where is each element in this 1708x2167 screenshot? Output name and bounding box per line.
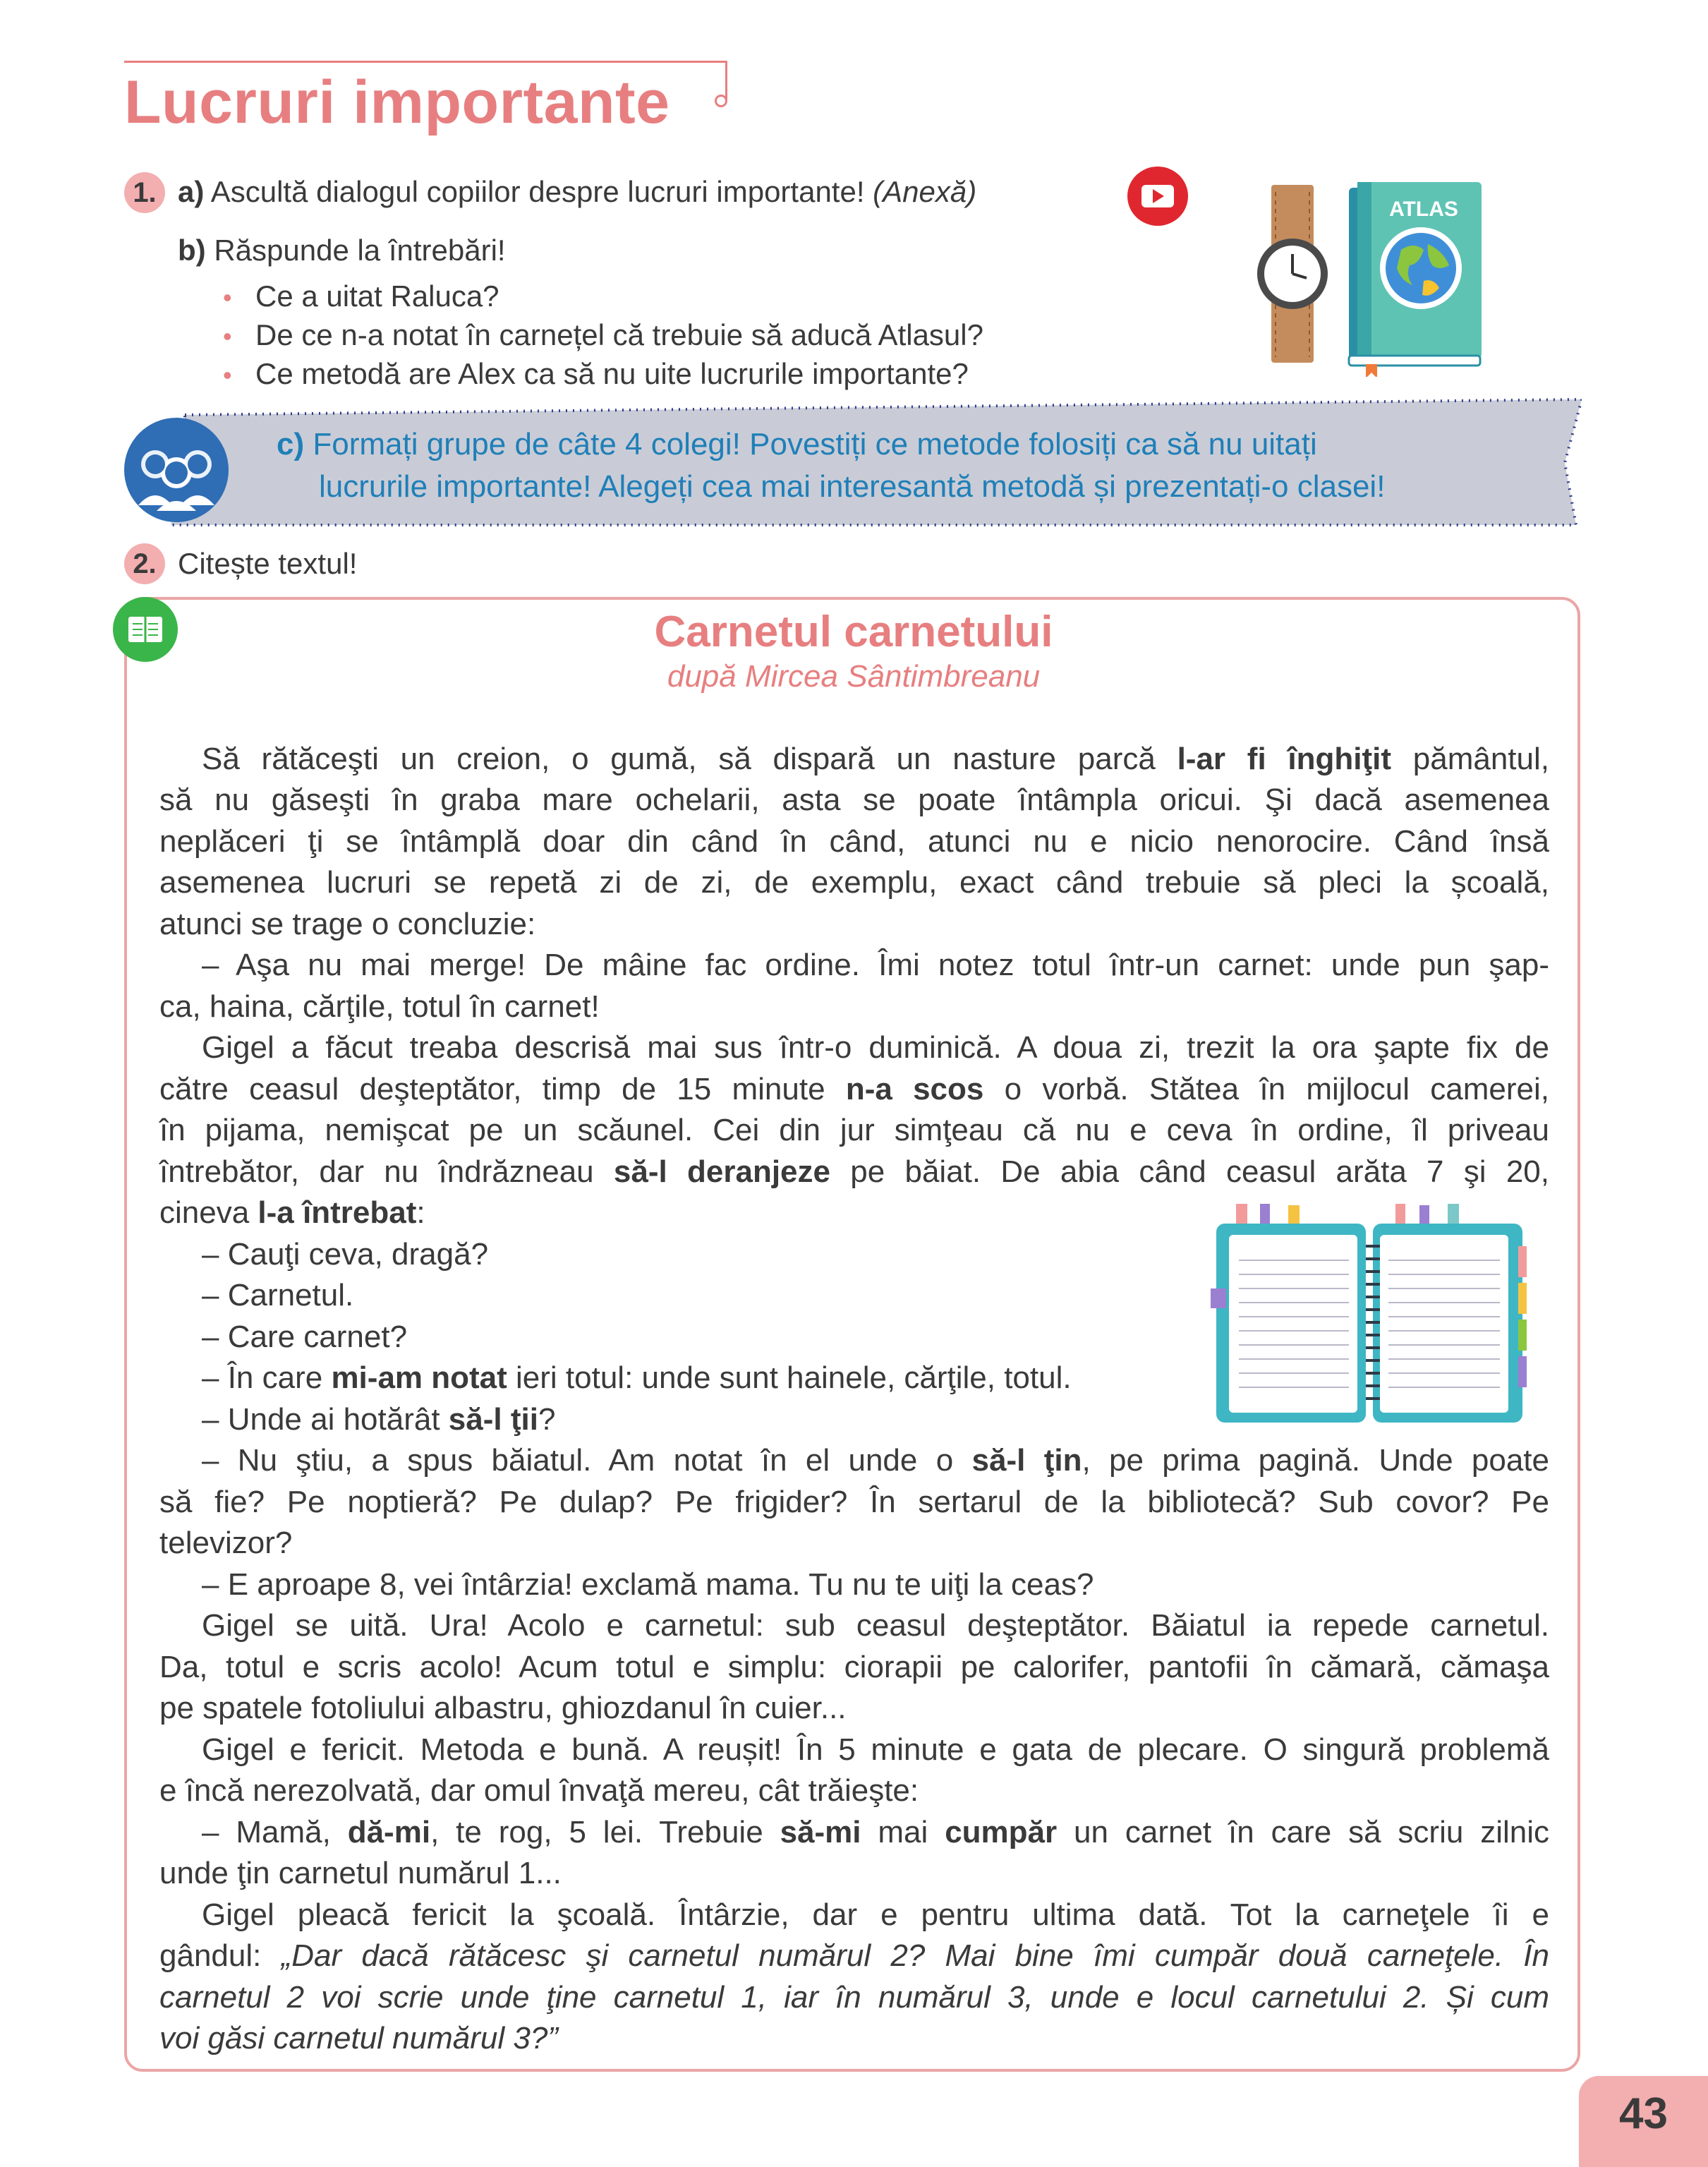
story-line: ca, haina, cărţile, totul în carnet! (159, 989, 600, 1024)
story-line: unde ţin carnetul numărul 1... (159, 1856, 562, 1890)
exercise-1a-label: a) (178, 175, 205, 208)
story-line: pe spatele fotoliului albastru, ghiozdanul în cuier... (159, 1691, 847, 1725)
story-line: – Cauţi ceva, dragă? (202, 1237, 489, 1272)
atlas-label: ATLAS (1389, 198, 1458, 221)
story-line: să nu găseşti în graba mare ochelarii, asta se poate întâmpla oricui. Şi dacă asemenea (159, 783, 1549, 817)
story-line: – Unde ai hotărât să-l ţii? (202, 1402, 556, 1437)
exercise-1c-label: c) (277, 427, 305, 461)
story-line: întrebător, dar nu îndrăzneau să-l deranjeze pe băiat. De abia când ceasul arăta 7 şi 20, (159, 1154, 1550, 1189)
story-author: după Mircea Sântimbreanu (667, 659, 1041, 694)
question-item: • Ce metodă are Alex ca să nu uite lucrurile importante? (223, 357, 969, 390)
page-number: 43 (1619, 2089, 1668, 2138)
story-line: atunci se trage o concluzie: (159, 907, 536, 941)
story-line: către ceasul deşteptător, timp de 15 minute n-a scos o vorbă. Stătea în mijlocul camerei, (159, 1072, 1549, 1106)
story-line: să fie? Pe noptieră? Pe dulap? Pe frigider? În sertarul de la bibliotecă? Sub covor? Pe (159, 1485, 1549, 1519)
story-line: Gigel e fericit. Metoda e bună. A reușit! În 5 minute e gata de plecare. O singură problemă (202, 1732, 1549, 1767)
story-line: – În care mi-am notat ieri totul: unde sunt hainele, cărţile, totul. (202, 1360, 1072, 1395)
story-line: – Nu ştiu, a spus băiatul. Am notat în el unde o să-l ţin, pe prima pagină. Unde poate (202, 1443, 1549, 1478)
story-line: e încă nerezolvată, dar omul învaţă mereu, cât trăieşte: (159, 1773, 919, 1808)
children-group-icon (124, 418, 229, 522)
story-title: Carnetul carnetului (654, 608, 1053, 656)
title-decoration-dot (715, 95, 727, 107)
story-line: – Care carnet? (202, 1320, 408, 1354)
story-line: Să rătăceşti un creion, o gumă, să dispară un nasture parcă l-ar fi înghiţit pământul, (202, 742, 1550, 776)
page-title: Lucruri importante (124, 68, 670, 136)
story-line: neplăceri ţi se întâmplă doar din când în când, atunci nu e nicio nenorocire. Când însă (159, 824, 1549, 859)
atlas-book-icon (1345, 182, 1482, 377)
question-item: • Ce a uitat Raluca? (223, 279, 499, 313)
story-line: asemenea lucruri se repetă zi de zi, de exemplu, exact când trebuie să pleci la școală, (159, 865, 1549, 900)
story-line: în pijama, nemişcat pe un scăunel. Cei din jur simţeau că nu e ceva în ordine, îl priveau (159, 1113, 1549, 1147)
wristwatch-icon (1253, 185, 1332, 363)
exercise-2-number: 2. (124, 543, 165, 584)
story-line: – Aşa nu mai merge! De mâine fac ordine. Îmi notez totul într-un carnet: unde pun şap- (202, 948, 1549, 982)
exercise-1-number: 1. (124, 172, 165, 213)
story-line: Gigel a făcut treaba descrisă mai sus într-o duminică. A doua zi, trezit la ora şapte fix de (202, 1030, 1549, 1065)
play-audio-button[interactable] (1127, 167, 1188, 226)
story-line: carnetul 2 voi scrie unde ţine carnetul 1, iar în numărul 3, unde e locul carnetului 2. Și cum (159, 1980, 1549, 2015)
story-line: Gigel se uită. Ura! Acolo e carnetul: sub ceasul deşteptător. Băiatul ia repede carnetul. (202, 1608, 1549, 1643)
exercise-1b-text: Răspunde la întrebări! (205, 234, 506, 267)
exercise-1a-annex: (Anexă) (873, 175, 977, 208)
story-line: – Carnetul. (202, 1278, 354, 1312)
exercise-2-text: Citește textul! (178, 547, 358, 580)
open-book-icon (113, 597, 178, 662)
exercise-1c-text: c) Formați grupe de câte 4 colegi! Povestiți ce metode folosiți ca să nu uitați lucrurile importante! Alegeți cea mai interesantă metodă și prezentați-o clasei! (277, 427, 1386, 504)
story-line: voi găsi carnetul numărul 3?” (159, 2021, 558, 2056)
question-item: • De ce n-a notat în carnețel că trebuie să aducă Atlasul? (223, 318, 983, 351)
exercise-1b-label: b) (178, 234, 206, 267)
exercise-1a-text: Ascultă dialogul copiilor despre lucruri importante! (204, 175, 873, 208)
spiral-notebook-icon (1211, 1204, 1534, 1427)
story-line: cineva l-a întrebat: (159, 1195, 425, 1230)
exercise-1b-line (178, 231, 506, 270)
exercise-1a-line (178, 173, 976, 211)
story-line: Da, totul e scris acolo! Acum totul e simplu: ciorapii pe calorifer, pantofii în cămară, cămaşa (159, 1650, 1549, 1684)
story-line: Gigel pleacă fericit la şcoală. Întârzie, dar e pentru ultima dată. Tot la carneţele îi e (202, 1897, 1549, 1932)
story-line: – Mamă, dă-mi, te rog, 5 lei. Trebuie să-mi mai cumpăr un carnet în care să scriu zilnic (202, 1815, 1549, 1849)
story-line: – E aproape 8, vei întârzia! exclamă mama. Tu nu te uiţi la ceas? (202, 1567, 1094, 1602)
story-line: televizor? (159, 1526, 293, 1560)
story-line: gândul: „Dar dacă rătăcesc şi carnetul numărul 2? Mai bine îmi cumpăr două carneţele. În (159, 1938, 1549, 1973)
